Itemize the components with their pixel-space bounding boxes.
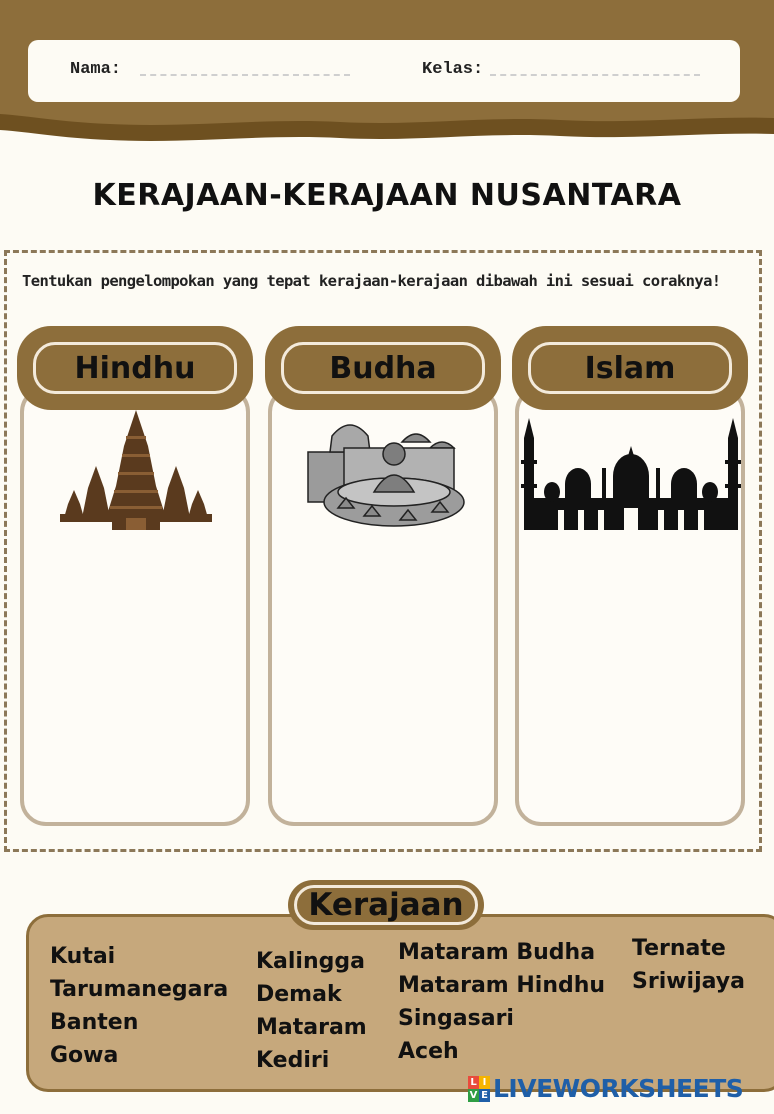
word-card[interactable]: Kutai: [50, 944, 116, 969]
buddhist-stupa-icon: [304, 408, 468, 532]
column-header-islam: [512, 326, 748, 410]
hindu-temple-icon: [56, 406, 216, 534]
column-label-budha: Budha: [329, 350, 437, 386]
word-bank-title: Kerajaan: [308, 887, 464, 923]
word-card[interactable]: Banten: [50, 1010, 139, 1035]
class-label: Kelas:: [422, 60, 484, 79]
word-card[interactable]: Kalingga: [256, 949, 365, 974]
word-card[interactable]: Singasari: [398, 1006, 514, 1031]
name-field[interactable]: [140, 74, 350, 76]
name-label: Nama:: [70, 60, 122, 79]
word-card[interactable]: Mataram Hindhu: [398, 973, 606, 998]
class-field[interactable]: [490, 74, 700, 76]
word-card[interactable]: Tarumanegara: [50, 977, 229, 1002]
student-info-box: [28, 40, 740, 102]
column-header-budha: [265, 326, 501, 410]
word-card[interactable]: Sriwijaya: [632, 969, 745, 994]
word-card[interactable]: Gowa: [50, 1043, 119, 1068]
word-bank-header: [288, 880, 484, 930]
word-card[interactable]: Kediri: [256, 1048, 330, 1073]
word-card[interactable]: Mataram: [256, 1015, 367, 1040]
word-card[interactable]: Ternate: [632, 936, 726, 961]
liveworksheets-brand: [468, 1074, 743, 1103]
word-card[interactable]: Demak: [256, 982, 342, 1007]
word-card[interactable]: Mataram Budha: [398, 940, 596, 965]
liveworksheets-wordmark: LIVEWORKSHEETS: [493, 1074, 744, 1103]
liveworksheets-logo-icon: L I V E: [468, 1076, 490, 1102]
page-title: KERAJAAN-KERAJAAN NUSANTARA: [92, 178, 682, 213]
mosque-icon: [518, 414, 744, 534]
word-card[interactable]: Aceh: [398, 1039, 459, 1064]
instruction-text: Tentukan pengelompokan yang tepat kerajaan-kerajaan dibawah ini sesuai coraknya!: [22, 272, 721, 290]
column-header-hindhu: [17, 326, 253, 410]
column-label-islam: Islam: [584, 350, 676, 386]
column-label-hindhu: Hindhu: [74, 350, 196, 386]
